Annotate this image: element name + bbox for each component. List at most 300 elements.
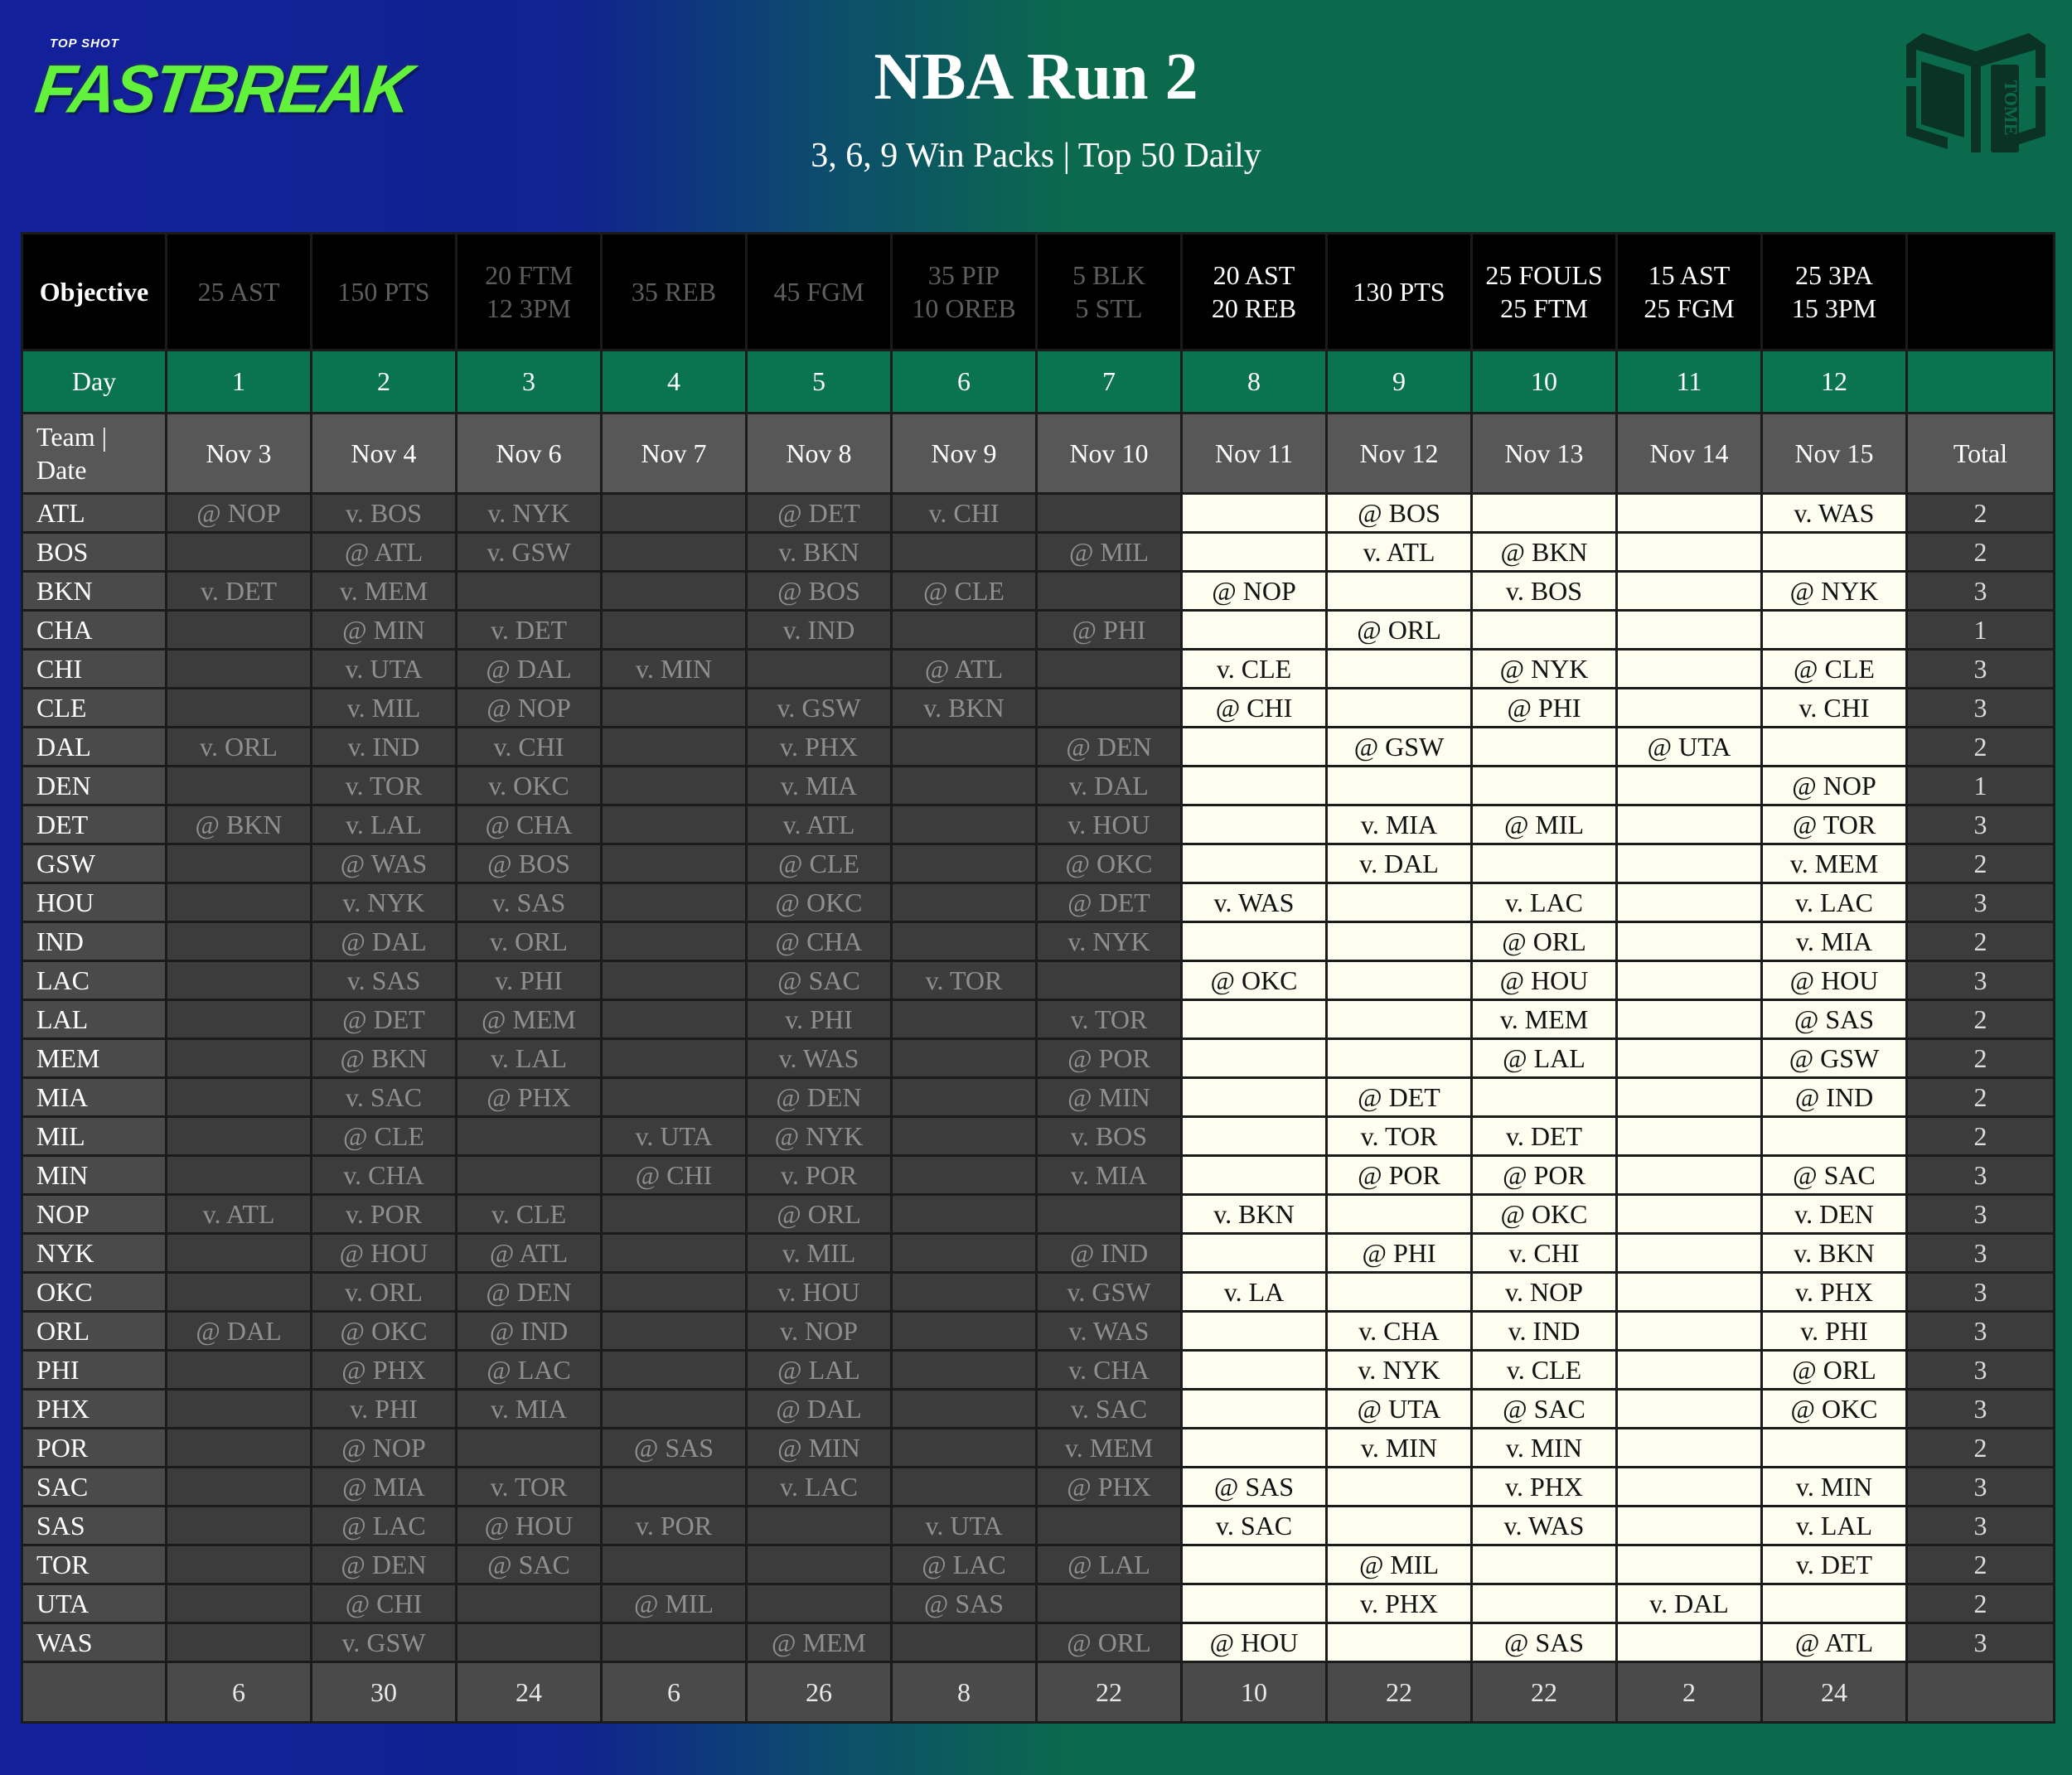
game-cell: v. NOP	[747, 1312, 892, 1351]
day-games-total: 6	[167, 1662, 312, 1723]
team-total: 2	[1907, 1039, 2055, 1078]
game-cell: v. BKN	[747, 533, 892, 572]
objective-cell	[602, 234, 747, 351]
game-cell: v. OKC	[457, 767, 602, 805]
game-cell	[1182, 922, 1327, 961]
game-cell	[1327, 961, 1472, 1000]
game-cell	[457, 1429, 602, 1468]
game-cell: @ HOU	[1182, 1623, 1327, 1662]
game-cell	[167, 922, 312, 961]
game-cell	[602, 1312, 747, 1351]
game-cell: @ CHA	[457, 805, 602, 844]
table-row	[22, 572, 2055, 611]
game-cell: @ OKC	[1472, 1195, 1617, 1234]
game-cell	[1617, 844, 1762, 883]
game-cell: v. MIA	[1327, 805, 1472, 844]
game-cell: @ ATL	[1762, 1623, 1907, 1662]
objective-row	[22, 234, 2055, 351]
game-cell: @ HOU	[312, 1234, 457, 1273]
game-cell: @ UTA	[1327, 1390, 1472, 1429]
game-cell: @ DET	[747, 494, 892, 533]
team-total: 3	[1907, 1156, 2055, 1195]
game-cell: @ PHI	[1037, 611, 1182, 650]
game-cell	[1617, 533, 1762, 572]
game-cell: @ SAS	[1182, 1468, 1327, 1507]
game-cell	[892, 805, 1037, 844]
game-cell	[1327, 883, 1472, 922]
game-cell: v. NOP	[1472, 1273, 1617, 1312]
game-cell	[1037, 1507, 1182, 1545]
game-cell: @ DET	[1327, 1078, 1472, 1117]
game-cell	[1327, 650, 1472, 689]
game-cell: @ PHX	[457, 1078, 602, 1117]
footer-empty-cell	[22, 1662, 167, 1723]
table-row	[22, 1468, 2055, 1507]
game-cell	[1037, 572, 1182, 611]
game-cell	[602, 1195, 747, 1234]
game-cell: v. MEM	[1472, 1000, 1617, 1039]
game-cell	[892, 922, 1037, 961]
date-cell: Nov 6	[457, 414, 602, 494]
game-cell	[1182, 1078, 1327, 1117]
game-cell	[1472, 767, 1617, 805]
game-cell: v. UTA	[892, 1507, 1037, 1545]
game-cell	[602, 728, 747, 767]
day-games-total: 24	[457, 1662, 602, 1723]
game-cell	[602, 922, 747, 961]
objective-cell	[312, 234, 457, 351]
game-cell	[1617, 961, 1762, 1000]
game-cell	[167, 1039, 312, 1078]
objective-cell-line: 45 FGM	[773, 277, 864, 307]
game-cell	[1327, 1273, 1472, 1312]
game-cell: @ BKN	[167, 805, 312, 844]
day-number: 8	[1182, 351, 1327, 414]
game-cell: @ CLE	[747, 844, 892, 883]
game-cell	[167, 1429, 312, 1468]
date-row	[22, 414, 2055, 494]
objective-cell-line: 150 PTS	[337, 277, 430, 307]
game-cell: v. DET	[167, 572, 312, 611]
game-cell: @ UTA	[1617, 728, 1762, 767]
game-cell: v. LA	[1182, 1273, 1327, 1312]
game-cell	[167, 1273, 312, 1312]
game-cell: @ DET	[312, 1000, 457, 1039]
game-cell	[892, 533, 1037, 572]
game-cell: @ DEN	[312, 1545, 457, 1584]
game-cell	[167, 1000, 312, 1039]
game-cell	[1762, 611, 1907, 650]
team-total: 2	[1907, 533, 2055, 572]
team-name: MIN	[22, 1156, 167, 1195]
game-cell: v. UTA	[602, 1117, 747, 1156]
game-cell	[892, 1623, 1037, 1662]
game-cell: v. NYK	[1037, 922, 1182, 961]
game-cell: v. MEM	[1762, 844, 1907, 883]
objective-cell-line: 5 BLK	[1072, 260, 1145, 290]
game-cell	[1182, 1234, 1327, 1273]
team-total: 2	[1907, 1117, 2055, 1156]
game-cell	[1182, 1039, 1327, 1078]
table-row	[22, 1507, 2055, 1545]
game-cell	[1037, 650, 1182, 689]
day-number: 7	[1037, 351, 1182, 414]
game-cell	[602, 1234, 747, 1273]
team-total: 3	[1907, 1312, 2055, 1351]
game-cell: @ LAC	[457, 1351, 602, 1390]
game-cell	[602, 805, 747, 844]
team-name: CHI	[22, 650, 167, 689]
game-cell	[1182, 805, 1327, 844]
team-total: 3	[1907, 1234, 2055, 1273]
game-cell: v. MEM	[312, 572, 457, 611]
game-cell	[892, 767, 1037, 805]
team-total: 2	[1907, 1584, 2055, 1623]
game-cell	[1472, 1545, 1617, 1584]
table-row	[22, 1584, 2055, 1623]
game-cell	[457, 1623, 602, 1662]
game-cell	[602, 572, 747, 611]
game-cell: @ MEM	[747, 1623, 892, 1662]
game-cell	[892, 728, 1037, 767]
team-date-label	[22, 414, 167, 494]
game-cell: v. SAC	[312, 1078, 457, 1117]
day-number: 3	[457, 351, 602, 414]
game-cell: @ ORL	[1037, 1623, 1182, 1662]
team-total: 1	[1907, 611, 2055, 650]
game-cell: @ SAC	[457, 1545, 602, 1584]
game-cell	[1617, 650, 1762, 689]
game-cell: @ NYK	[747, 1117, 892, 1156]
objective-cell	[747, 234, 892, 351]
objective-cell-line: 5 STL	[1075, 293, 1143, 323]
game-cell	[1617, 1000, 1762, 1039]
game-cell	[1327, 922, 1472, 961]
game-cell: @ NOP	[167, 494, 312, 533]
game-cell: v. TOR	[892, 961, 1037, 1000]
game-cell	[1617, 1623, 1762, 1662]
game-cell: v. DAL	[1037, 767, 1182, 805]
game-cell: @ DAL	[167, 1312, 312, 1351]
team-total: 2	[1907, 728, 2055, 767]
game-cell	[167, 767, 312, 805]
game-cell	[1327, 689, 1472, 728]
date-cell: Nov 14	[1617, 414, 1762, 494]
objective-cell-line: 25 3PA	[1795, 260, 1873, 290]
objective-cell-line: 15 3PM	[1791, 293, 1877, 323]
game-cell: @ MIL	[1037, 533, 1182, 572]
game-cell	[1182, 1584, 1327, 1623]
game-cell: @ DEN	[747, 1078, 892, 1117]
game-cell	[457, 572, 602, 611]
game-cell: v. PHI	[457, 961, 602, 1000]
table-row	[22, 1234, 2055, 1273]
game-cell: v. UTA	[312, 650, 457, 689]
game-cell	[167, 1545, 312, 1584]
team-total: 2	[1907, 1000, 2055, 1039]
game-cell: v. PHI	[747, 1000, 892, 1039]
game-cell	[892, 1429, 1037, 1468]
table-row	[22, 1156, 2055, 1195]
total-header: Total	[1907, 414, 2055, 494]
team-name: DAL	[22, 728, 167, 767]
game-cell: v. MIA	[457, 1390, 602, 1429]
team-total: 2	[1907, 1545, 2055, 1584]
game-cell	[892, 1351, 1037, 1390]
team-name: POR	[22, 1429, 167, 1468]
game-cell	[167, 1078, 312, 1117]
objective-cell-line: 12 3PM	[486, 293, 572, 323]
game-cell: v. PHI	[312, 1390, 457, 1429]
game-cell: @ GSW	[1327, 728, 1472, 767]
game-cell	[1617, 1468, 1762, 1507]
game-cell: v. ORL	[312, 1273, 457, 1312]
game-cell: @ NOP	[1182, 572, 1327, 611]
day-number: 9	[1327, 351, 1472, 414]
game-cell: v. TOR	[1037, 1000, 1182, 1039]
table-row	[22, 1273, 2055, 1312]
game-cell: v. IND	[1472, 1312, 1617, 1351]
objective-cell	[1327, 234, 1472, 351]
team-date-label-line: Team |	[36, 422, 108, 452]
table-row	[22, 922, 2055, 961]
game-cell: @ NOP	[1762, 767, 1907, 805]
objective-cell	[1037, 234, 1182, 351]
table-row	[22, 1078, 2055, 1117]
game-cell	[1617, 1156, 1762, 1195]
objective-cell-line: 35 REB	[631, 277, 717, 307]
team-name: DEN	[22, 767, 167, 805]
game-cell	[1617, 572, 1762, 611]
game-cell: v. DAL	[1617, 1584, 1762, 1623]
game-cell: @ BKN	[1472, 533, 1617, 572]
game-cell: @ CLE	[1762, 650, 1907, 689]
game-cell	[602, 1390, 747, 1429]
game-cell	[1327, 767, 1472, 805]
game-cell: @ OKC	[1762, 1390, 1907, 1429]
game-cell	[892, 1234, 1037, 1273]
game-cell: v. SAC	[1182, 1507, 1327, 1545]
team-name: TOR	[22, 1545, 167, 1584]
table-row	[22, 883, 2055, 922]
table-row	[22, 805, 2055, 844]
team-name: ORL	[22, 1312, 167, 1351]
game-cell: v. LAC	[747, 1468, 892, 1507]
game-cell	[1327, 1507, 1472, 1545]
game-cell: v. SAS	[457, 883, 602, 922]
day-number: 4	[602, 351, 747, 414]
team-total: 3	[1907, 689, 2055, 728]
game-cell	[602, 1000, 747, 1039]
game-cell: @ BOS	[1327, 494, 1472, 533]
game-cell	[892, 1195, 1037, 1234]
objective-cell-line: 35 PIP	[927, 260, 1000, 290]
game-cell: @ SAS	[892, 1584, 1037, 1623]
day-games-total: 26	[747, 1662, 892, 1723]
team-name: SAC	[22, 1468, 167, 1507]
game-cell: @ OKC	[1037, 844, 1182, 883]
game-cell: v. HOU	[1037, 805, 1182, 844]
day-row	[22, 351, 2055, 414]
game-cell: @ NYK	[1472, 650, 1617, 689]
game-cell: @ DAL	[747, 1390, 892, 1429]
game-cell	[1182, 1156, 1327, 1195]
objective-cell-line: 20 REB	[1211, 293, 1297, 323]
game-cell: v. PHX	[1472, 1468, 1617, 1507]
game-cell	[1327, 1039, 1472, 1078]
footer-totals-row	[22, 1662, 2055, 1723]
logo-top-text: TOP SHOT	[50, 36, 119, 51]
date-cell: Nov 9	[892, 414, 1037, 494]
game-cell: @ NOP	[457, 689, 602, 728]
game-cell	[602, 1351, 747, 1390]
table-row	[22, 728, 2055, 767]
game-cell	[167, 1468, 312, 1507]
game-cell	[1617, 1234, 1762, 1273]
game-cell	[892, 611, 1037, 650]
game-cell	[602, 689, 747, 728]
game-cell: v. WAS	[1037, 1312, 1182, 1351]
game-cell	[1617, 922, 1762, 961]
game-cell	[602, 883, 747, 922]
game-cell	[167, 1584, 312, 1623]
table-row	[22, 767, 2055, 805]
team-total: 2	[1907, 494, 2055, 533]
team-name: PHI	[22, 1351, 167, 1390]
game-cell	[167, 1156, 312, 1195]
game-cell	[1472, 1078, 1617, 1117]
table-row	[22, 494, 2055, 533]
day-number: 5	[747, 351, 892, 414]
game-cell: @ DAL	[312, 922, 457, 961]
game-cell	[167, 650, 312, 689]
game-cell: v. MIN	[602, 650, 747, 689]
game-cell: @ ATL	[312, 533, 457, 572]
game-cell	[1037, 1195, 1182, 1234]
game-cell: @ POR	[1472, 1156, 1617, 1195]
team-name: IND	[22, 922, 167, 961]
game-cell	[602, 533, 747, 572]
game-cell	[457, 1584, 602, 1623]
table-row	[22, 1351, 2055, 1390]
objective-cell-line: 25 FGM	[1644, 293, 1735, 323]
game-cell	[1182, 1117, 1327, 1156]
game-cell: v. SAS	[312, 961, 457, 1000]
game-cell	[1182, 1429, 1327, 1468]
table-row	[22, 689, 2055, 728]
game-cell: v. GSW	[1037, 1273, 1182, 1312]
objective-cell	[1472, 234, 1617, 351]
game-cell	[1617, 1312, 1762, 1351]
team-name: HOU	[22, 883, 167, 922]
day-games-total: 30	[312, 1662, 457, 1723]
game-cell	[1327, 1623, 1472, 1662]
game-cell	[167, 1351, 312, 1390]
game-cell	[167, 1390, 312, 1429]
game-cell	[602, 767, 747, 805]
game-cell: @ SAS	[602, 1429, 747, 1468]
schedule-table	[21, 232, 2055, 1724]
game-cell: v. NYK	[312, 883, 457, 922]
game-cell: v. WAS	[1762, 494, 1907, 533]
logo-main-text: FASTBREAK	[31, 50, 415, 128]
game-cell: v. CHI	[1762, 689, 1907, 728]
game-cell	[1327, 1000, 1472, 1039]
game-cell: v. BOS	[1037, 1117, 1182, 1156]
table-row	[22, 611, 2055, 650]
tome-book-icon	[1898, 28, 2054, 162]
game-cell: v. GSW	[457, 533, 602, 572]
table-row	[22, 1429, 2055, 1468]
game-cell	[1762, 1584, 1907, 1623]
team-name: MEM	[22, 1039, 167, 1078]
game-cell: @ SAS	[1762, 1000, 1907, 1039]
day-games-total: 22	[1037, 1662, 1182, 1723]
game-cell	[747, 1507, 892, 1545]
team-name: DET	[22, 805, 167, 844]
game-cell: v. MIA	[1037, 1156, 1182, 1195]
team-name: MIL	[22, 1117, 167, 1156]
objective-cell-line: 25 FTM	[1500, 293, 1588, 323]
game-cell: @ HOU	[1762, 961, 1907, 1000]
game-cell: v. ATL	[747, 805, 892, 844]
game-cell: @ PHX	[1037, 1468, 1182, 1507]
game-cell: @ CLE	[892, 572, 1037, 611]
game-cell	[1182, 1390, 1327, 1429]
team-total: 3	[1907, 883, 2055, 922]
game-cell: v. WAS	[747, 1039, 892, 1078]
game-cell	[167, 533, 312, 572]
game-cell: @ OKC	[312, 1312, 457, 1351]
day-games-total: 24	[1762, 1662, 1907, 1723]
date-cell: Nov 13	[1472, 414, 1617, 494]
team-name: CHA	[22, 611, 167, 650]
game-cell: v. LAL	[457, 1039, 602, 1078]
game-cell	[1617, 1507, 1762, 1545]
game-cell	[602, 1273, 747, 1312]
game-cell: v. LAC	[1762, 883, 1907, 922]
game-cell: v. CHA	[312, 1156, 457, 1195]
team-date-label-line: Date	[36, 455, 87, 485]
objective-empty-cell	[1907, 234, 2055, 351]
game-cell	[602, 961, 747, 1000]
date-cell: Nov 12	[1327, 414, 1472, 494]
game-cell	[602, 1468, 747, 1507]
game-cell: @ OKC	[1182, 961, 1327, 1000]
game-cell: v. CHI	[1472, 1234, 1617, 1273]
game-cell	[1617, 1195, 1762, 1234]
game-cell: @ ORL	[747, 1195, 892, 1234]
team-name: BKN	[22, 572, 167, 611]
game-cell	[167, 961, 312, 1000]
day-label: Day	[22, 351, 167, 414]
game-cell: v. ATL	[1327, 533, 1472, 572]
game-cell	[1472, 844, 1617, 883]
game-cell	[1182, 1000, 1327, 1039]
game-cell: @ DEN	[457, 1273, 602, 1312]
table-row	[22, 533, 2055, 572]
game-cell: v. BKN	[892, 689, 1037, 728]
game-cell: v. MIL	[312, 689, 457, 728]
header	[0, 0, 2072, 230]
game-cell: v. DET	[457, 611, 602, 650]
table-row	[22, 1390, 2055, 1429]
game-cell: v. MIA	[747, 767, 892, 805]
team-name: NOP	[22, 1195, 167, 1234]
game-cell: v. GSW	[747, 689, 892, 728]
game-cell	[1617, 1078, 1762, 1117]
game-cell: @ ORL	[1327, 611, 1472, 650]
